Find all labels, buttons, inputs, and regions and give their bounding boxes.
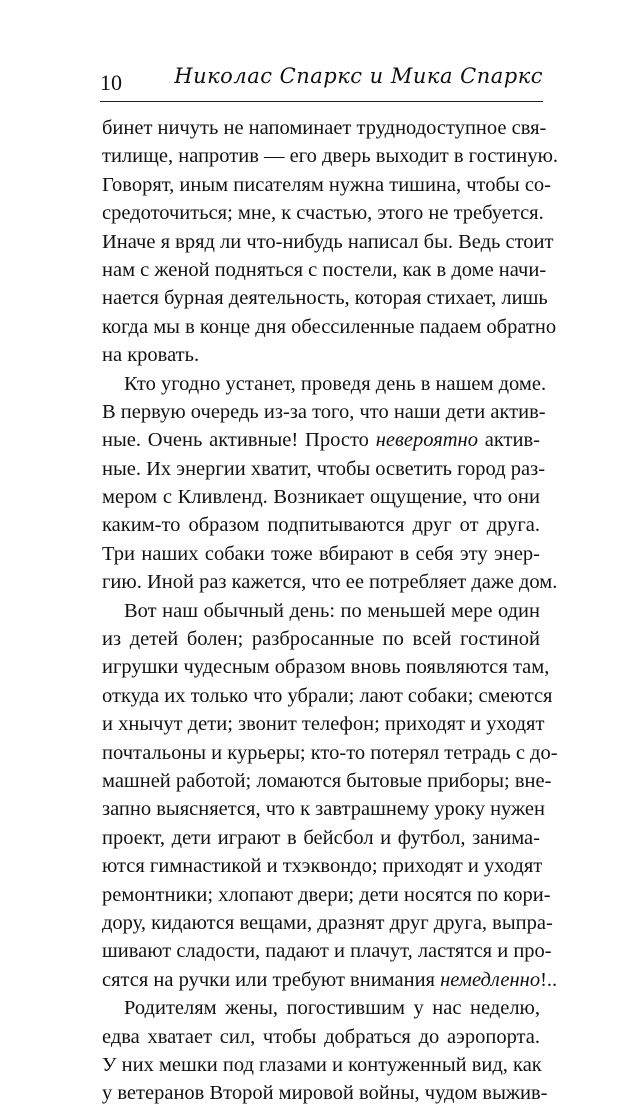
text-line: ные. Их энергии хватит, чтобы осветить город раз- xyxy=(102,457,546,480)
text-run: сятся на ручки или требуют внимания xyxy=(102,968,441,991)
text-line: и хнычут дети; звонит телефон; приходят и уходят xyxy=(102,713,545,736)
text-run: актив- xyxy=(477,429,540,452)
text-line: когда мы в конце дня обессиленные падаем обратно xyxy=(102,315,557,338)
text-line: запно выясняется, что к завтрашнему уроку нужен xyxy=(102,798,546,821)
text-line: Иначе я вряд ли что-нибудь написал бы. Ведь стоит xyxy=(102,230,554,253)
text-line: каким-то образом подпитываются друг от друга. xyxy=(102,514,540,537)
text-run: ные. Очень активные! Просто xyxy=(102,429,376,452)
text-line xyxy=(102,966,558,994)
emphasis: немедленно xyxy=(440,968,541,991)
text-line: ются гимнастикой и тхэквондо; приходят и уходят xyxy=(102,855,543,878)
text-line: почтальоны и курьеры; кто-то потерял тетрадь с до- xyxy=(102,741,558,764)
text-line: Родителям жены, погостившим у нас неделю, xyxy=(124,997,540,1020)
text-line: откуда их только что убрали; лают собаки; смеются xyxy=(102,684,553,707)
text-line: бинет ничуть не напоминает труднодоступное свя- xyxy=(102,117,547,139)
emphasis: невероятно xyxy=(375,429,478,452)
text-line: гию. Иной раз кажется, что ее потребляет даже дом. xyxy=(102,571,558,594)
text-line: В первую очередь из-за того, что наши дети актив- xyxy=(102,400,546,423)
text-line: игрушки чудесным образом вновь появляются там, xyxy=(102,656,550,679)
text-line: мером с Кливленд. Возникает ощущение, что они xyxy=(102,486,540,509)
text-line: тилище, напротив — его дверь выходит в гостиную. xyxy=(102,145,559,168)
text-line: средоточиться; мне, к счастью, этого не требуется. xyxy=(102,202,544,225)
text-line: дору, кидаются вещами, дразнят друг друга, выпра- xyxy=(102,911,553,934)
text-line: проект, дети играют в бейсбол и футбол, занима- xyxy=(102,826,540,849)
text-line: у ветеранов Второй мировой войны, чудом выжив- xyxy=(102,1082,548,1105)
page-number: 10 xyxy=(100,70,122,95)
text-line: Кто угодно устанет, проведя день в нашем доме. xyxy=(124,372,547,395)
text-line: из детей болен; разбросанные по всей гостиной xyxy=(102,628,540,651)
text-line: Три наших собаки тоже вбирают в себя эту энер- xyxy=(102,542,540,565)
body-text xyxy=(102,114,559,1108)
text-line: на кровать. xyxy=(102,344,200,367)
text-run: !.. xyxy=(540,968,558,991)
header-rule xyxy=(100,101,543,102)
text-line: У них мешки под глазами и контуженный вид, как xyxy=(102,1053,542,1076)
text-line: едва хватает сил, чтобы добраться до аэропорта. xyxy=(102,1025,540,1048)
text-line: Вот наш обычный день: по меньшей мере один xyxy=(124,599,540,622)
text-line: машней работой; ломаются бытовые приборы; вне- xyxy=(102,769,552,792)
text-line: шивают сладости, падают и плачут, ластятся и про- xyxy=(102,940,552,963)
text-line: Говорят, иным писателям нужна тишина, чтобы со- xyxy=(102,173,551,196)
text-line: нается бурная деятельность, которая стихает, лишь xyxy=(102,287,548,310)
text-line: нам с женой подняться с постели, как в доме начи- xyxy=(102,258,547,281)
text-line: ремонтники; хлопают двери; дети носятся по кори- xyxy=(102,883,551,906)
running-title: Николас Спаркс и Мика Спаркс xyxy=(174,64,543,88)
text-line xyxy=(102,426,540,454)
